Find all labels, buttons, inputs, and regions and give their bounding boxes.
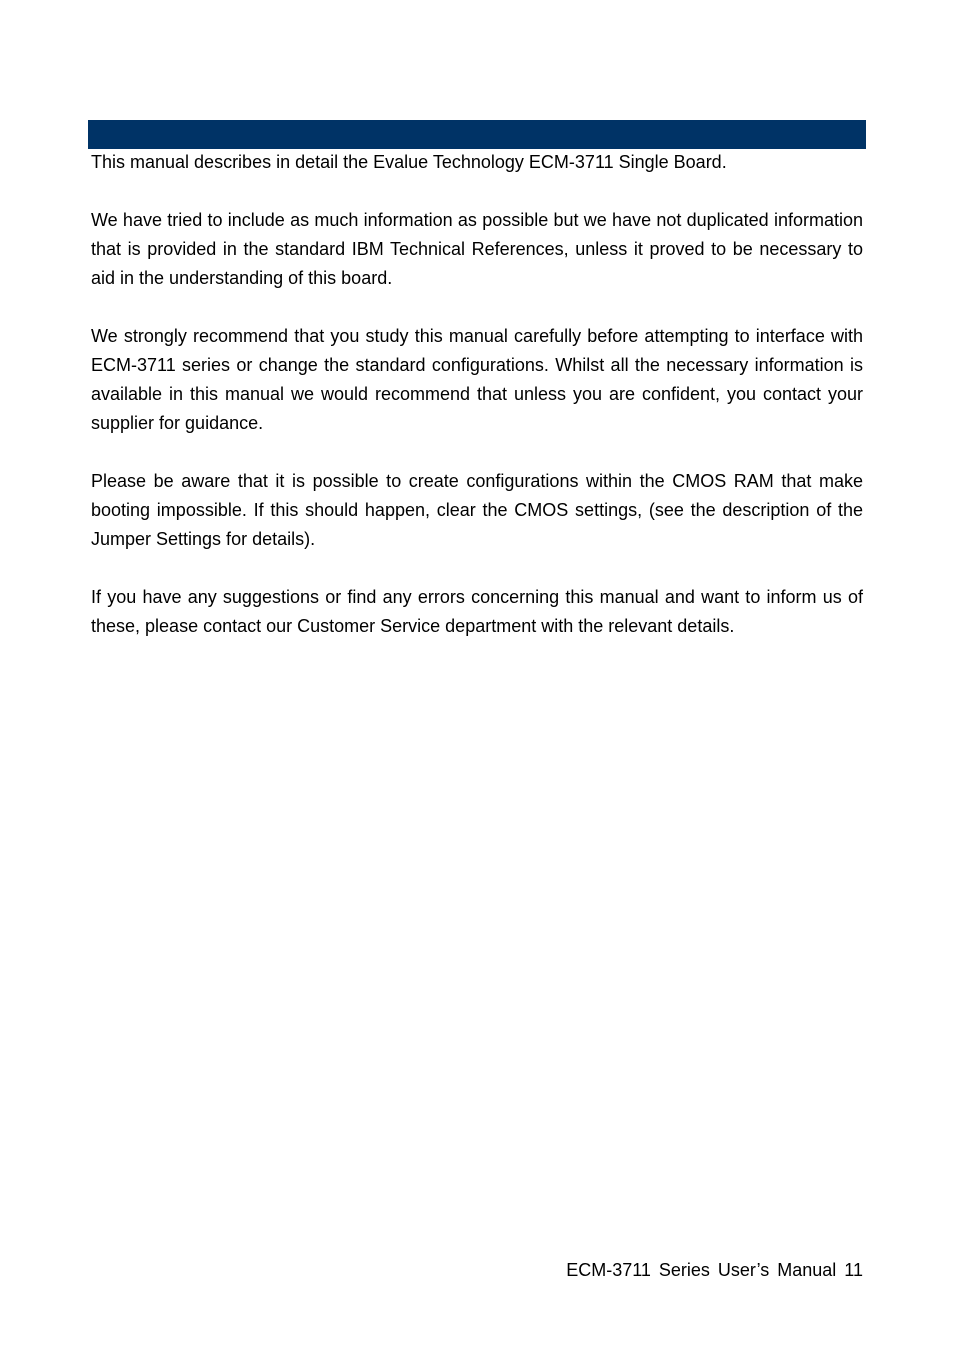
paragraph-scope: We have tried to include as much information as possible but we have not duplicated information that is provided in the standard IBM Technical References, unless it proved to be necessary to aid in the understanding of this board.: [91, 210, 863, 288]
document-body: [91, 148, 863, 670]
paragraph-contact: If you have any suggestions or find any errors concerning this manual and want to inform us of these, please contact our Customer Service department with the relevant details.: [91, 587, 863, 636]
page-footer: ECM-3711 Series User’s Manual 11: [566, 1260, 863, 1280]
paragraph-cmos-warning: Please be aware that it is possible to create configurations within the CMOS RAM that make booting impossible. If this should happen, clear the CMOS settings, (see the description of the Jumper Settings for details).: [91, 471, 863, 549]
paragraph-recommendation: We strongly recommend that you study this manual carefully before attempting to interface with ECM-3711 series or change the standard configurations. Whilst all the necessary information is available in this manual we would recommend that unless you are confident, you contact your supplier for guidance.: [91, 326, 863, 433]
paragraph-intro: This manual describes in detail the Evalue Technology ECM-3711 Single Board.: [91, 152, 727, 172]
section-header-bar: [88, 120, 866, 149]
